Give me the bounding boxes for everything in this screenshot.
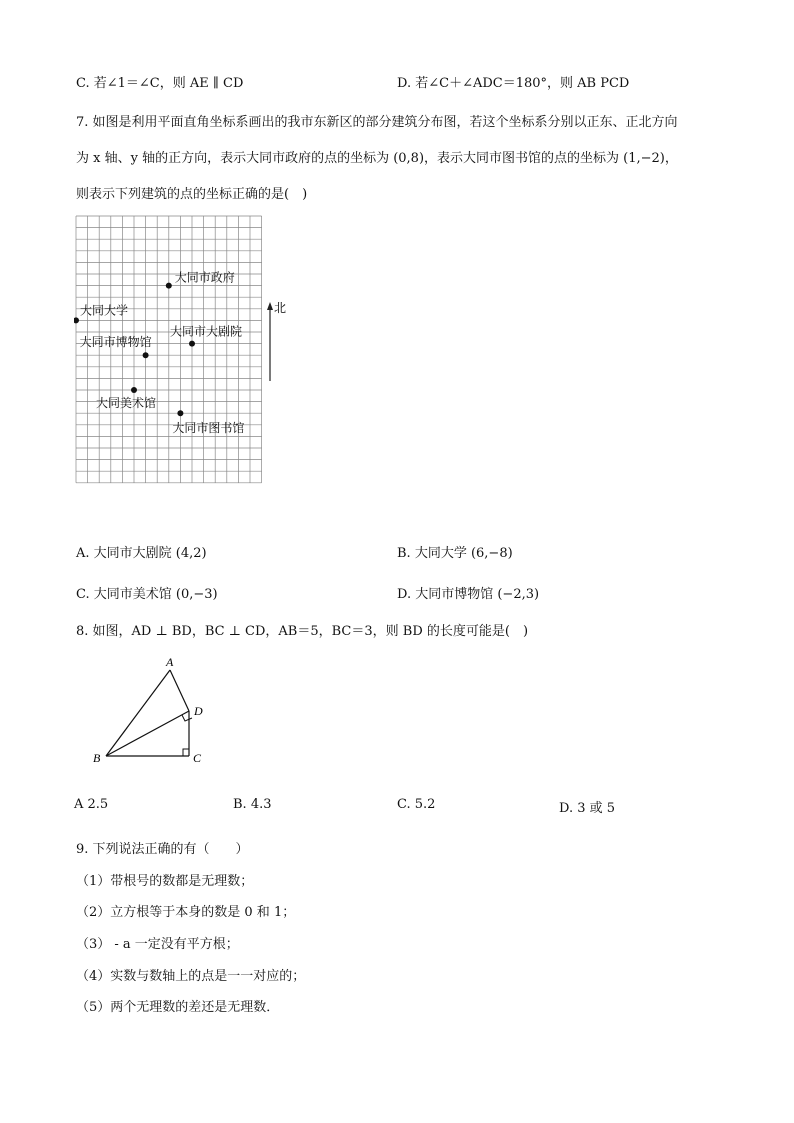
q7-option-b: B. 大同大学 (6,−8) bbox=[397, 546, 513, 561]
building-label: 大同美术馆 bbox=[96, 396, 157, 410]
map-grid bbox=[76, 216, 262, 483]
building-label: 大同市博物馆 bbox=[79, 335, 152, 350]
q9-item: （5）两个无理数的差还是无理数． bbox=[76, 1000, 280, 1015]
q9-item: （2）立方根等于本身的数是 0 和 1； bbox=[76, 905, 296, 920]
right-angle-d bbox=[182, 715, 192, 721]
label-a: A bbox=[166, 655, 174, 669]
segment-ad bbox=[170, 670, 189, 711]
q7-option-d: D. 大同市博物馆 (−2,3) bbox=[397, 587, 540, 602]
q7-stem-line1: 7. 如图是利用平面直角坐标系画出的我市东新区的部分建筑分布图，若这个坐标系分别以正东、正北方向 bbox=[76, 115, 678, 130]
q8-triangle-figure bbox=[88, 652, 218, 776]
q7-option-a: A. 大同市大剧院 (4,2) bbox=[76, 546, 207, 561]
right-angle-c bbox=[183, 749, 189, 756]
building-point bbox=[189, 341, 195, 347]
q8-option-a: A 2.5 bbox=[74, 797, 109, 812]
q6-option-c: C. 若∠1＝∠C，则 AE ∥ CD bbox=[76, 76, 244, 91]
building-point bbox=[166, 283, 172, 289]
q7-map-figure bbox=[74, 214, 294, 494]
building-point bbox=[143, 352, 149, 358]
building-label: 大同市大剧院 bbox=[170, 324, 243, 339]
q7-stem-line2: 为 x 轴、y 轴的正方向，表示大同市政府的点的坐标为 (0,8)，表示大同市图书馆的点的坐标为 (1,−2)， bbox=[76, 151, 678, 166]
label-b: B bbox=[93, 751, 101, 765]
q6-option-d: D. 若∠C＋∠ADC＝180°，则 AB PCD bbox=[397, 76, 630, 91]
q8-option-d: D. 3 或 5 bbox=[559, 801, 616, 816]
segment-ab bbox=[106, 670, 170, 756]
building-point bbox=[74, 317, 79, 323]
q9-stem: 9. 下列说法正确的有（ ） bbox=[76, 842, 249, 857]
building-label: 大同大学 bbox=[80, 303, 129, 318]
building-point bbox=[131, 387, 137, 393]
segment-bd bbox=[106, 711, 189, 756]
q9-item: （4）实数与数轴上的点是一一对应的； bbox=[76, 969, 306, 984]
q9-item: （3） - a 一定没有平方根； bbox=[76, 937, 239, 952]
north-arrow bbox=[267, 301, 286, 381]
q8-option-b: B. 4.3 bbox=[233, 797, 272, 812]
building-label: 大同市图书馆 bbox=[172, 421, 245, 436]
north-label: 北 bbox=[274, 301, 287, 315]
label-c: C bbox=[193, 751, 202, 765]
building-label: 大同市政府 bbox=[174, 270, 235, 285]
q8-option-c: C. 5.2 bbox=[397, 797, 436, 812]
label-d: D bbox=[194, 704, 203, 718]
q7-option-c: C. 大同市美术馆 (0,−3) bbox=[76, 587, 218, 602]
building-point bbox=[177, 410, 183, 416]
q9-item: （1）带根号的数都是无理数； bbox=[76, 874, 254, 889]
q8-stem: 8. 如图，AD ⊥ BD，BC ⊥ CD，AB＝5，BC＝3，则 BD 的长度可能是( ) bbox=[76, 624, 529, 639]
q7-stem-line3: 则表示下列建筑的点的坐标正确的是( ) bbox=[76, 187, 308, 202]
